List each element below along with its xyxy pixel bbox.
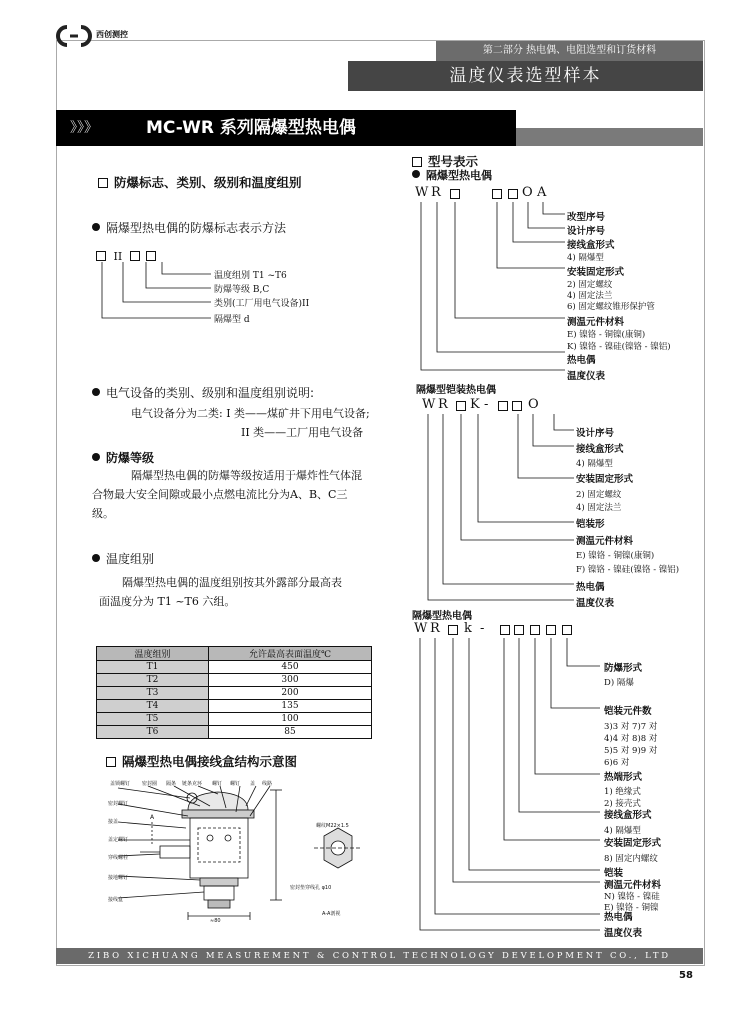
label-thread: 螺纹M22×1.5 — [316, 823, 349, 829]
heading-text: 防爆等级 — [106, 451, 155, 465]
g2-design-no: 设计序号 — [576, 428, 615, 439]
bullet-icon — [92, 453, 100, 461]
table-header-row — [97, 647, 372, 661]
temp-para-2: 面温度分为 T1 ~T6 六组。 — [99, 595, 236, 608]
g3-thermocouple: 热电偶 — [604, 912, 633, 923]
g2-mount-form: 安装固定形式 — [576, 474, 634, 485]
g3-pairs-opt: 6)6 对 — [604, 758, 630, 768]
g1-thermocouple: 热电偶 — [567, 355, 596, 366]
code-char: R — [431, 185, 441, 200]
g2-armor: 铠装形 — [576, 519, 605, 530]
g2-instrument: 温度仪表 — [576, 598, 615, 609]
heading-text: 电气设备的类别、级别和温度组别说明: — [106, 386, 315, 400]
g2-material-opt: E) 镍铬 - 铜镍(康铜) — [576, 551, 655, 561]
code-box — [500, 625, 510, 635]
bullet-icon — [92, 223, 100, 231]
section-header-accent — [516, 128, 703, 146]
table-row — [97, 674, 372, 687]
top-category-bar: 第二部分 热电偶、电阻选型和订货材料 — [436, 41, 703, 61]
code-char: O — [522, 185, 533, 200]
table-cell: T3 — [97, 687, 209, 700]
code-char: R — [438, 397, 448, 412]
table-header-cell: 允许最高表面温度℃ — [209, 647, 372, 661]
heading-category-desc — [92, 384, 314, 401]
bullet-icon — [92, 388, 100, 396]
code-box — [498, 401, 508, 411]
junction-box-drawing — [100, 776, 360, 936]
logo-text: 西创测控 — [96, 30, 128, 39]
code-char: - — [480, 621, 485, 636]
label-seal-hole: 密封垫穿线孔 φ10 — [290, 885, 332, 891]
g2-material-opt: F) 镍铬 - 镍硅(镍铬 - 镍铝) — [576, 565, 680, 575]
group-title-text: 隔爆型热电偶 — [426, 169, 492, 182]
heading-text: 隔爆型热电偶接线盒结构示意图 — [122, 754, 298, 769]
g3-ex-form: 防爆形式 — [604, 663, 643, 674]
label-width-dim: ≈80 — [210, 918, 221, 924]
g3-armor: 铠装 — [604, 868, 624, 879]
code-box — [130, 251, 140, 261]
table-cell: T5 — [97, 713, 209, 726]
code-char: W — [415, 185, 429, 200]
code-char: k — [464, 621, 472, 636]
label-chain-ring: 链条克环 — [182, 781, 203, 787]
g1-material-opt: K) 镍铬 - 镍硅(镍铬 - 镍铝) — [567, 342, 671, 352]
code-box — [492, 189, 502, 199]
label-fix-screw: 盖定螺钉 — [108, 837, 129, 843]
g1-mod-no: 改型序号 — [567, 212, 606, 223]
g1-material: 测温元件材料 — [567, 317, 625, 328]
code-char: O — [528, 397, 539, 412]
code-box — [456, 401, 466, 411]
code-char: W — [422, 397, 436, 412]
page-title-bar: 温度仪表选型样本 — [348, 61, 703, 91]
table-row — [97, 700, 372, 713]
g3-pairs-opt: 5)5 对 9)9 对 — [604, 746, 658, 756]
label-section-mark: A — [150, 814, 155, 821]
label-spacer: 隔条 — [166, 781, 177, 787]
heading-explosion-mark — [98, 173, 302, 191]
code-box — [450, 189, 460, 199]
label-cover-joint: 接盖 — [108, 819, 119, 825]
code-box — [96, 251, 106, 261]
table-cell: T2 — [97, 674, 209, 687]
code-char: - — [484, 397, 489, 412]
label-ground-screw: 接地螺钉 — [108, 875, 129, 881]
code-box — [514, 625, 524, 635]
label-lid-screw: 盖锁螺钉 — [110, 781, 131, 787]
temp-para-1: 隔爆型热电偶的温度组别按其外露部分最高表 — [122, 576, 342, 589]
g1-box-form: 接线盒形式 — [567, 240, 615, 251]
mark-label-grade: 防爆等级 B,C — [214, 285, 270, 295]
g3-mount-form: 安装固定形式 — [604, 838, 662, 849]
table-cell: 450 — [209, 661, 372, 674]
code-text: II — [113, 250, 123, 263]
table-cell: 85 — [209, 726, 372, 739]
g3-hot-end: 热端形式 — [604, 772, 643, 783]
mark-label-temp-group: 温度组别 T1 ~T6 — [214, 271, 287, 281]
table-cell: 300 — [209, 674, 372, 687]
table-row — [97, 687, 372, 700]
junction-box-diagram — [100, 776, 360, 936]
group2-code — [422, 397, 572, 413]
heading-junction-box — [106, 752, 297, 770]
group2-title: 隔爆型铠装热电偶 — [416, 385, 496, 396]
heading-mark-method — [92, 219, 286, 236]
chevrons-icon: 》》》 — [70, 120, 98, 136]
checkbox-icon — [106, 757, 116, 767]
label-wiring: 线路 — [262, 781, 273, 787]
label-seal-screw: 密封螺钉 — [108, 801, 129, 807]
code-box — [530, 625, 540, 635]
temp-group-table — [96, 646, 372, 739]
table-row — [97, 726, 372, 739]
mark-leader-lines — [96, 262, 216, 327]
heading-text: 防爆标志、类别、级别和温度组别 — [114, 175, 302, 190]
g3-pairs: 铠装元件数 — [604, 706, 652, 717]
g1-mount-opt: 4) 固定法兰 — [567, 291, 613, 301]
code-box — [512, 401, 522, 411]
table-header-cell: 温度组别 — [97, 647, 209, 661]
g1-mount-opt: 2) 固定螺纹 — [567, 280, 613, 290]
g3-instrument: 温度仪表 — [604, 928, 643, 939]
group1-tree-lines — [415, 200, 570, 375]
code-box — [508, 189, 518, 199]
g2-mount-opt: 2) 固定螺纹 — [576, 490, 622, 500]
g3-hot-end-opt: 1) 绝缘式 — [604, 787, 641, 797]
heading-text: 型号表示 — [428, 154, 479, 169]
g2-mount-opt: 4) 固定法兰 — [576, 503, 622, 513]
logo-mark-icon — [54, 24, 94, 48]
table-cell: T4 — [97, 700, 209, 713]
g3-material: 测温元件材料 — [604, 880, 662, 891]
g1-mount-opt: 6) 固定螺纹锥形保护管 — [567, 302, 655, 312]
code-box — [546, 625, 556, 635]
footer-company-bar: ZIBO XICHUANG MEASUREMENT & CONTROL TECHNOLOGY DEVELOPMENT CO., LTD — [56, 948, 703, 964]
label-section-aa: A-A剖视 — [322, 911, 341, 917]
label-screw-1: 螺钉 — [212, 781, 223, 787]
code-box — [146, 251, 156, 261]
page-number: 58 — [679, 970, 693, 981]
code-char: A — [537, 185, 547, 200]
grade-para-2: 合物最大安全间隙或最小点燃电流比分为A、B、C三 — [92, 488, 348, 501]
g2-material: 测温元件材料 — [576, 536, 634, 547]
table-row — [97, 713, 372, 726]
table-cell: T1 — [97, 661, 209, 674]
g2-box-form: 接线盒形式 — [576, 444, 624, 455]
g3-material-opt: E) 镍铬 - 铜镍 — [604, 903, 659, 913]
code-box — [448, 625, 458, 635]
group3-title: 隔爆型热电偶 — [412, 611, 472, 622]
code-char: K — [470, 397, 480, 412]
g1-material-opt: E) 镍铬 - 铜镍(康铜) — [567, 330, 646, 340]
g2-thermocouple: 热电偶 — [576, 582, 605, 593]
grade-para-3: 级。 — [92, 507, 114, 520]
code-box — [562, 625, 572, 635]
g3-mount-opt: 8) 固定内螺纹 — [604, 854, 658, 864]
g3-pairs-opt: 4)4 对 8)8 对 — [604, 734, 658, 744]
label-screw-2: 螺钉 — [230, 781, 241, 787]
group3-code — [414, 621, 584, 637]
section-title: MC-WR 系列隔爆型热电偶 — [146, 118, 356, 138]
group1-title — [412, 167, 492, 183]
grade-para-1: 隔爆型热电偶的防爆等级按适用于爆炸性气体混 — [131, 469, 362, 482]
group1-code — [415, 185, 555, 201]
group2-tree-lines — [422, 412, 577, 604]
g3-ex-opt: D) 隔爆 — [604, 678, 634, 688]
g3-box-form: 接线盒形式 — [604, 810, 652, 821]
g1-box-opt: 4) 隔爆型 — [567, 253, 604, 263]
heading-text: 隔爆型热电偶的防爆标志表示方法 — [106, 221, 287, 235]
group3-tree-lines — [414, 636, 604, 936]
category-line-1: 电气设备分为二类: I 类——煤矿井下用电气设备; — [131, 407, 370, 420]
code-char: W — [414, 621, 428, 636]
label-seal-ring: 密封圈 — [142, 781, 158, 787]
g3-box-opt: 4) 隔爆型 — [604, 826, 641, 836]
bullet-icon — [412, 170, 420, 178]
g3-pairs-opt: 3)3 对 7)7 对 — [604, 722, 658, 732]
heading-text: 温度组别 — [106, 552, 155, 566]
code-char: R — [430, 621, 440, 636]
heading-grade — [92, 449, 154, 466]
table-cell: 200 — [209, 687, 372, 700]
g2-box-opt: 4) 隔爆型 — [576, 459, 613, 469]
table-row — [97, 661, 372, 674]
table-cell: T6 — [97, 726, 209, 739]
g1-mount-form: 安装固定形式 — [567, 267, 625, 278]
label-cover: 盖 — [250, 781, 256, 787]
heading-temp-group — [92, 550, 154, 567]
g3-hot-end-opt: 2) 接壳式 — [604, 799, 641, 809]
g1-instrument: 温度仪表 — [567, 371, 606, 382]
section-header — [56, 110, 516, 146]
checkbox-icon — [98, 178, 108, 188]
mark-label-category: 类别(工厂用电气设备)II — [214, 299, 310, 309]
table-cell: 135 — [209, 700, 372, 713]
company-logo — [54, 24, 134, 48]
g1-design-no: 设计序号 — [567, 226, 606, 237]
checkbox-icon — [412, 157, 422, 167]
category-line-2: II 类——工厂用电气设备 — [241, 426, 364, 439]
table-cell: 100 — [209, 713, 372, 726]
bullet-icon — [92, 554, 100, 562]
mark-label-type: 隔爆型 d — [214, 315, 250, 325]
g3-material-opt: N) 镍铬 - 镍硅 — [604, 892, 660, 902]
label-junction-box: 接线盒 — [108, 897, 124, 903]
label-wire-bolt: 穿线螺栓 — [108, 855, 129, 861]
